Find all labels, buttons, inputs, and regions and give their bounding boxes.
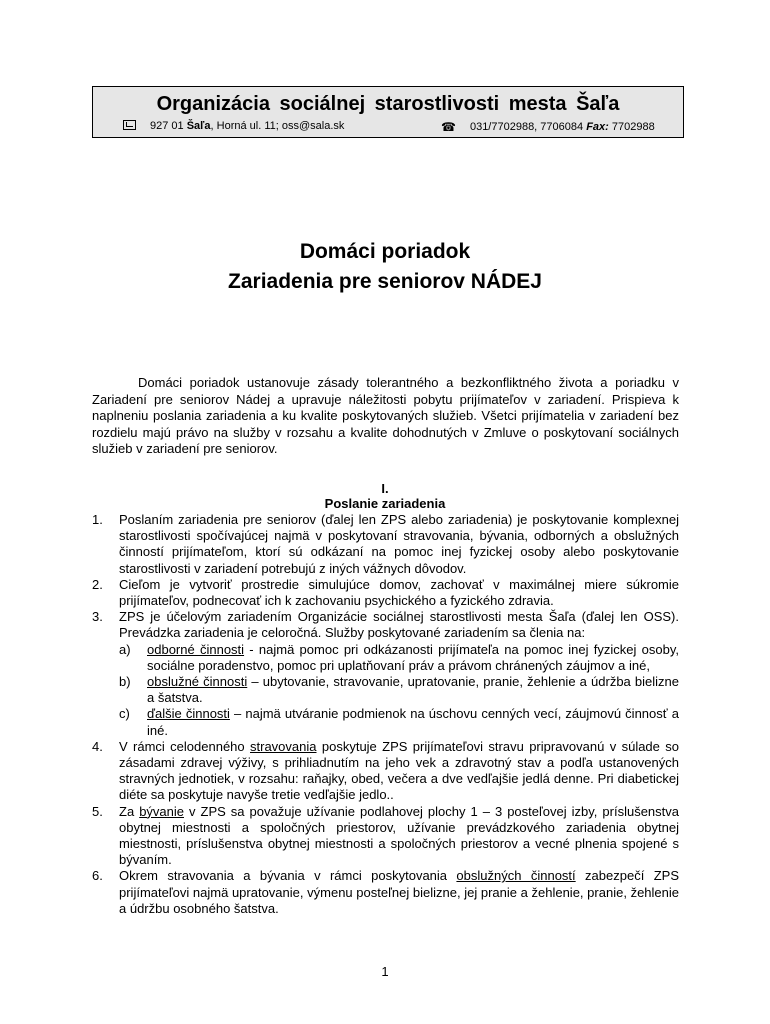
fax-label: Fax: — [586, 121, 609, 133]
document-title: Domáci poriadok — [299, 240, 471, 263]
item-text: Okrem stravovania a bývania v rámci poskytovania — [119, 868, 457, 884]
item-text: Cieľom je vytvoriť prostredie simulujúce domov, zachovať v maximálnej miere súkromie prijímateľov, podnecovať ich k zachovaniu psychického a fyzického zdravia. — [119, 576, 679, 609]
intro-text: Domáci poriadok ustanovuje zásady tolerantného a bezkonfliktného života a poriadku v Zariadení pre seniorov Nádej a upravuje náležitosti pobytu prijímateľov v zariadení. Prispieva k naplneniu poslania zariadenia a ku kvalite poskytovaných služieb. Všetci prijímatelia v zariadení bez rozdielu majú právo na služby v rozsahu a kvalite dohodnutých v Zmluve o poskytovaní sociálnych služieb v zariadení pre seniorov. — [92, 375, 679, 456]
term-underlined: ďalšie činnosti — [147, 706, 230, 722]
list-item — [92, 512, 679, 577]
letterhead — [92, 86, 684, 138]
list-item — [92, 577, 679, 609]
term-underlined: odborné činnosti — [147, 641, 245, 657]
item-number: 4. — [92, 738, 103, 754]
contact-phone — [441, 120, 655, 134]
envelope-icon — [123, 120, 136, 130]
item-number: 5. — [92, 803, 103, 819]
item-text: v ZPS sa považuje užívanie podlahovej plochy 1 – 3 posteľovej izby, príslušenstva obytnej miestnosti a spoločných priestorov, užívanie prevádzkového zariadenia obytnej miestnosti, príslušenstva obytnej miestnosti a spoločných priestorov a vecné plnenia spojené s bývaním. — [119, 803, 679, 868]
section-number: I. — [381, 481, 389, 496]
section-list — [92, 512, 679, 917]
postal-code: 927 01 — [150, 120, 184, 132]
sub-list-item — [119, 706, 679, 738]
item-text: Za — [119, 803, 140, 819]
item-text: zabezpečí ZPS prijímateľovi najmä upratovanie, výmenu posteľnej bielizne, jej pranie a žehlenie, pranie, žehlenie a údržbu osobného šatstva. — [119, 868, 679, 916]
sub-item-label: c) — [119, 706, 130, 722]
item-number: 3. — [92, 609, 103, 625]
list-item — [92, 868, 679, 917]
item-text: poskytuje ZPS prijímateľovi stravu pripravovanú v súlade so zásadami zdravej výživy, s prihliadnutím na jeho vek a zdravotný stav a podľa ustanovených stravných jednotiek, v rozsahu: raňajky, obed, večera a dve vedľajšie jedlá denne. Pri diabetickej diéte sa poskytuje navyše tretie vedľajšie jedlo.. — [119, 738, 679, 803]
city: Šaľa — [186, 120, 211, 132]
fax-number: 7702988 — [611, 121, 655, 133]
sub-item-label: b) — [119, 674, 131, 690]
item-number: 1. — [92, 512, 103, 527]
item-text: ZPS je účelovým zariadením Organizácie sociálnej starostlivosti mesta Šaľa (ďalej len OSS). Prevádzka zariadenia je celoročná. Služby poskytované zariadením sa členia na: — [119, 609, 679, 641]
sub-list-item — [119, 642, 679, 674]
item-text: Poslaním zariadenia pre seniorov (ďalej len ZPS alebo zariadenia) je poskytovanie komplexnej starostlivosti spočívajúcej najmä v poskytovaní stravovania, bývania, odborných a obslužných činností prijímateľom, ktorí sú odkázaní na pomoc inej fyzickej osoby alebo poskytovanie starostlivosti v zariadení potrebujú z iných vážnych dôvodov. — [119, 512, 679, 576]
list-item — [92, 804, 679, 869]
item-number: 6. — [92, 868, 103, 884]
list-item — [92, 739, 679, 804]
sub-item-text: – ubytovanie, stravovanie, upratovanie, pranie, žehlenie a údržba bielizne a šatstva. — [147, 674, 679, 706]
intro-paragraph — [92, 375, 679, 458]
address-rest: , Horná ul. 11; oss@sala.sk — [210, 120, 345, 132]
sub-item-label: a) — [119, 641, 131, 657]
term-underlined: obslužných činností — [456, 868, 576, 884]
page-number: 1 — [381, 964, 389, 979]
term-underlined: stravovania — [250, 738, 317, 754]
list-item — [92, 609, 679, 739]
document-subtitle: Zariadenia pre seniorov NÁDEJ — [228, 270, 542, 293]
item-text: V rámci celodenného — [119, 738, 251, 754]
sub-list — [119, 642, 679, 739]
term-underlined: bývanie — [139, 803, 184, 819]
telephone-icon: ☎ — [441, 120, 456, 134]
section-title: Poslanie zariadenia — [324, 496, 446, 511]
item-number: 2. — [92, 576, 103, 592]
sub-list-item — [119, 674, 679, 706]
contact-address — [123, 120, 344, 132]
term-underlined: obslužné činnosti — [147, 674, 248, 690]
sub-item-text: – najmä utváranie podmienok na úschovu cenných vecí, záujmovú činnosť a iné. — [147, 706, 679, 738]
phone-numbers: 031/7702988, 7706084 — [469, 121, 584, 133]
sub-item-text: - najmä pomoc pri odkázanosti prijímateľa na pomoc inej fyzickej osoby, sociálne poradenstvo, pomoc pri uplatňovaní práv a právom chránených záujmov a iné, — [147, 641, 679, 673]
organization-title: Organizácia sociálnej starostlivosti mesta Šaľa — [156, 93, 620, 115]
